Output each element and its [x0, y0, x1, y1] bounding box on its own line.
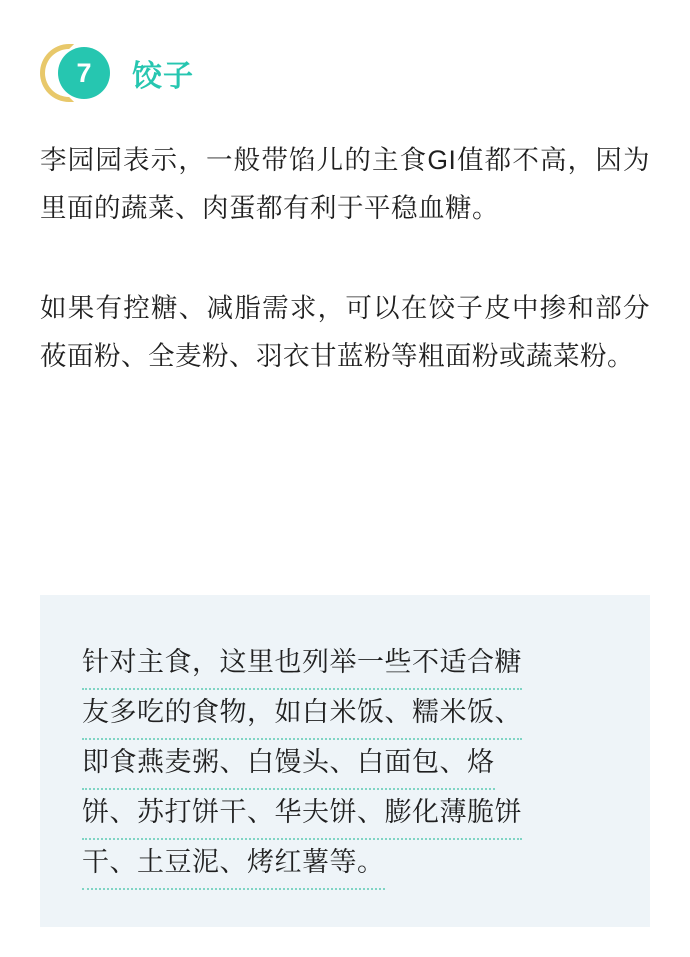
- callout-row: [82, 687, 612, 737]
- section-number-badge: 7: [58, 47, 110, 99]
- article-page: [0, 42, 690, 957]
- callout-line: 即食燕麦粥、白馒头、白面包、烙: [82, 737, 495, 790]
- callout-row: [82, 637, 612, 687]
- paragraph-1: 李园园表示，一般带馅儿的主食GI值都不高，因为里面的蔬菜、肉蛋都有利于平稳血糖。: [40, 145, 650, 223]
- callout-line: 干、土豆泥、烤红薯等。: [82, 837, 385, 890]
- callout-line: 针对主食，这里也列举一些不适合糖: [82, 637, 522, 690]
- page-title: 饺子: [132, 60, 194, 93]
- callout-row: [82, 837, 612, 887]
- callout-line: 饼、苏打饼干、华夫饼、膨化薄脆饼: [82, 787, 522, 840]
- callout-line: 友多吃的食物，如白米饭、糯米饭、: [82, 687, 522, 740]
- callout-box: [40, 595, 650, 927]
- callout-row: [82, 737, 612, 787]
- callout-row: [82, 787, 612, 837]
- callout-content: [40, 595, 650, 887]
- paragraph-2: 如果有控糖、减脂需求，可以在饺子皮中掺和部分莜面粉、全麦粉、羽衣甘蓝粉等粗面粉或蔬菜粉。: [40, 293, 650, 371]
- section-heading: [40, 42, 690, 104]
